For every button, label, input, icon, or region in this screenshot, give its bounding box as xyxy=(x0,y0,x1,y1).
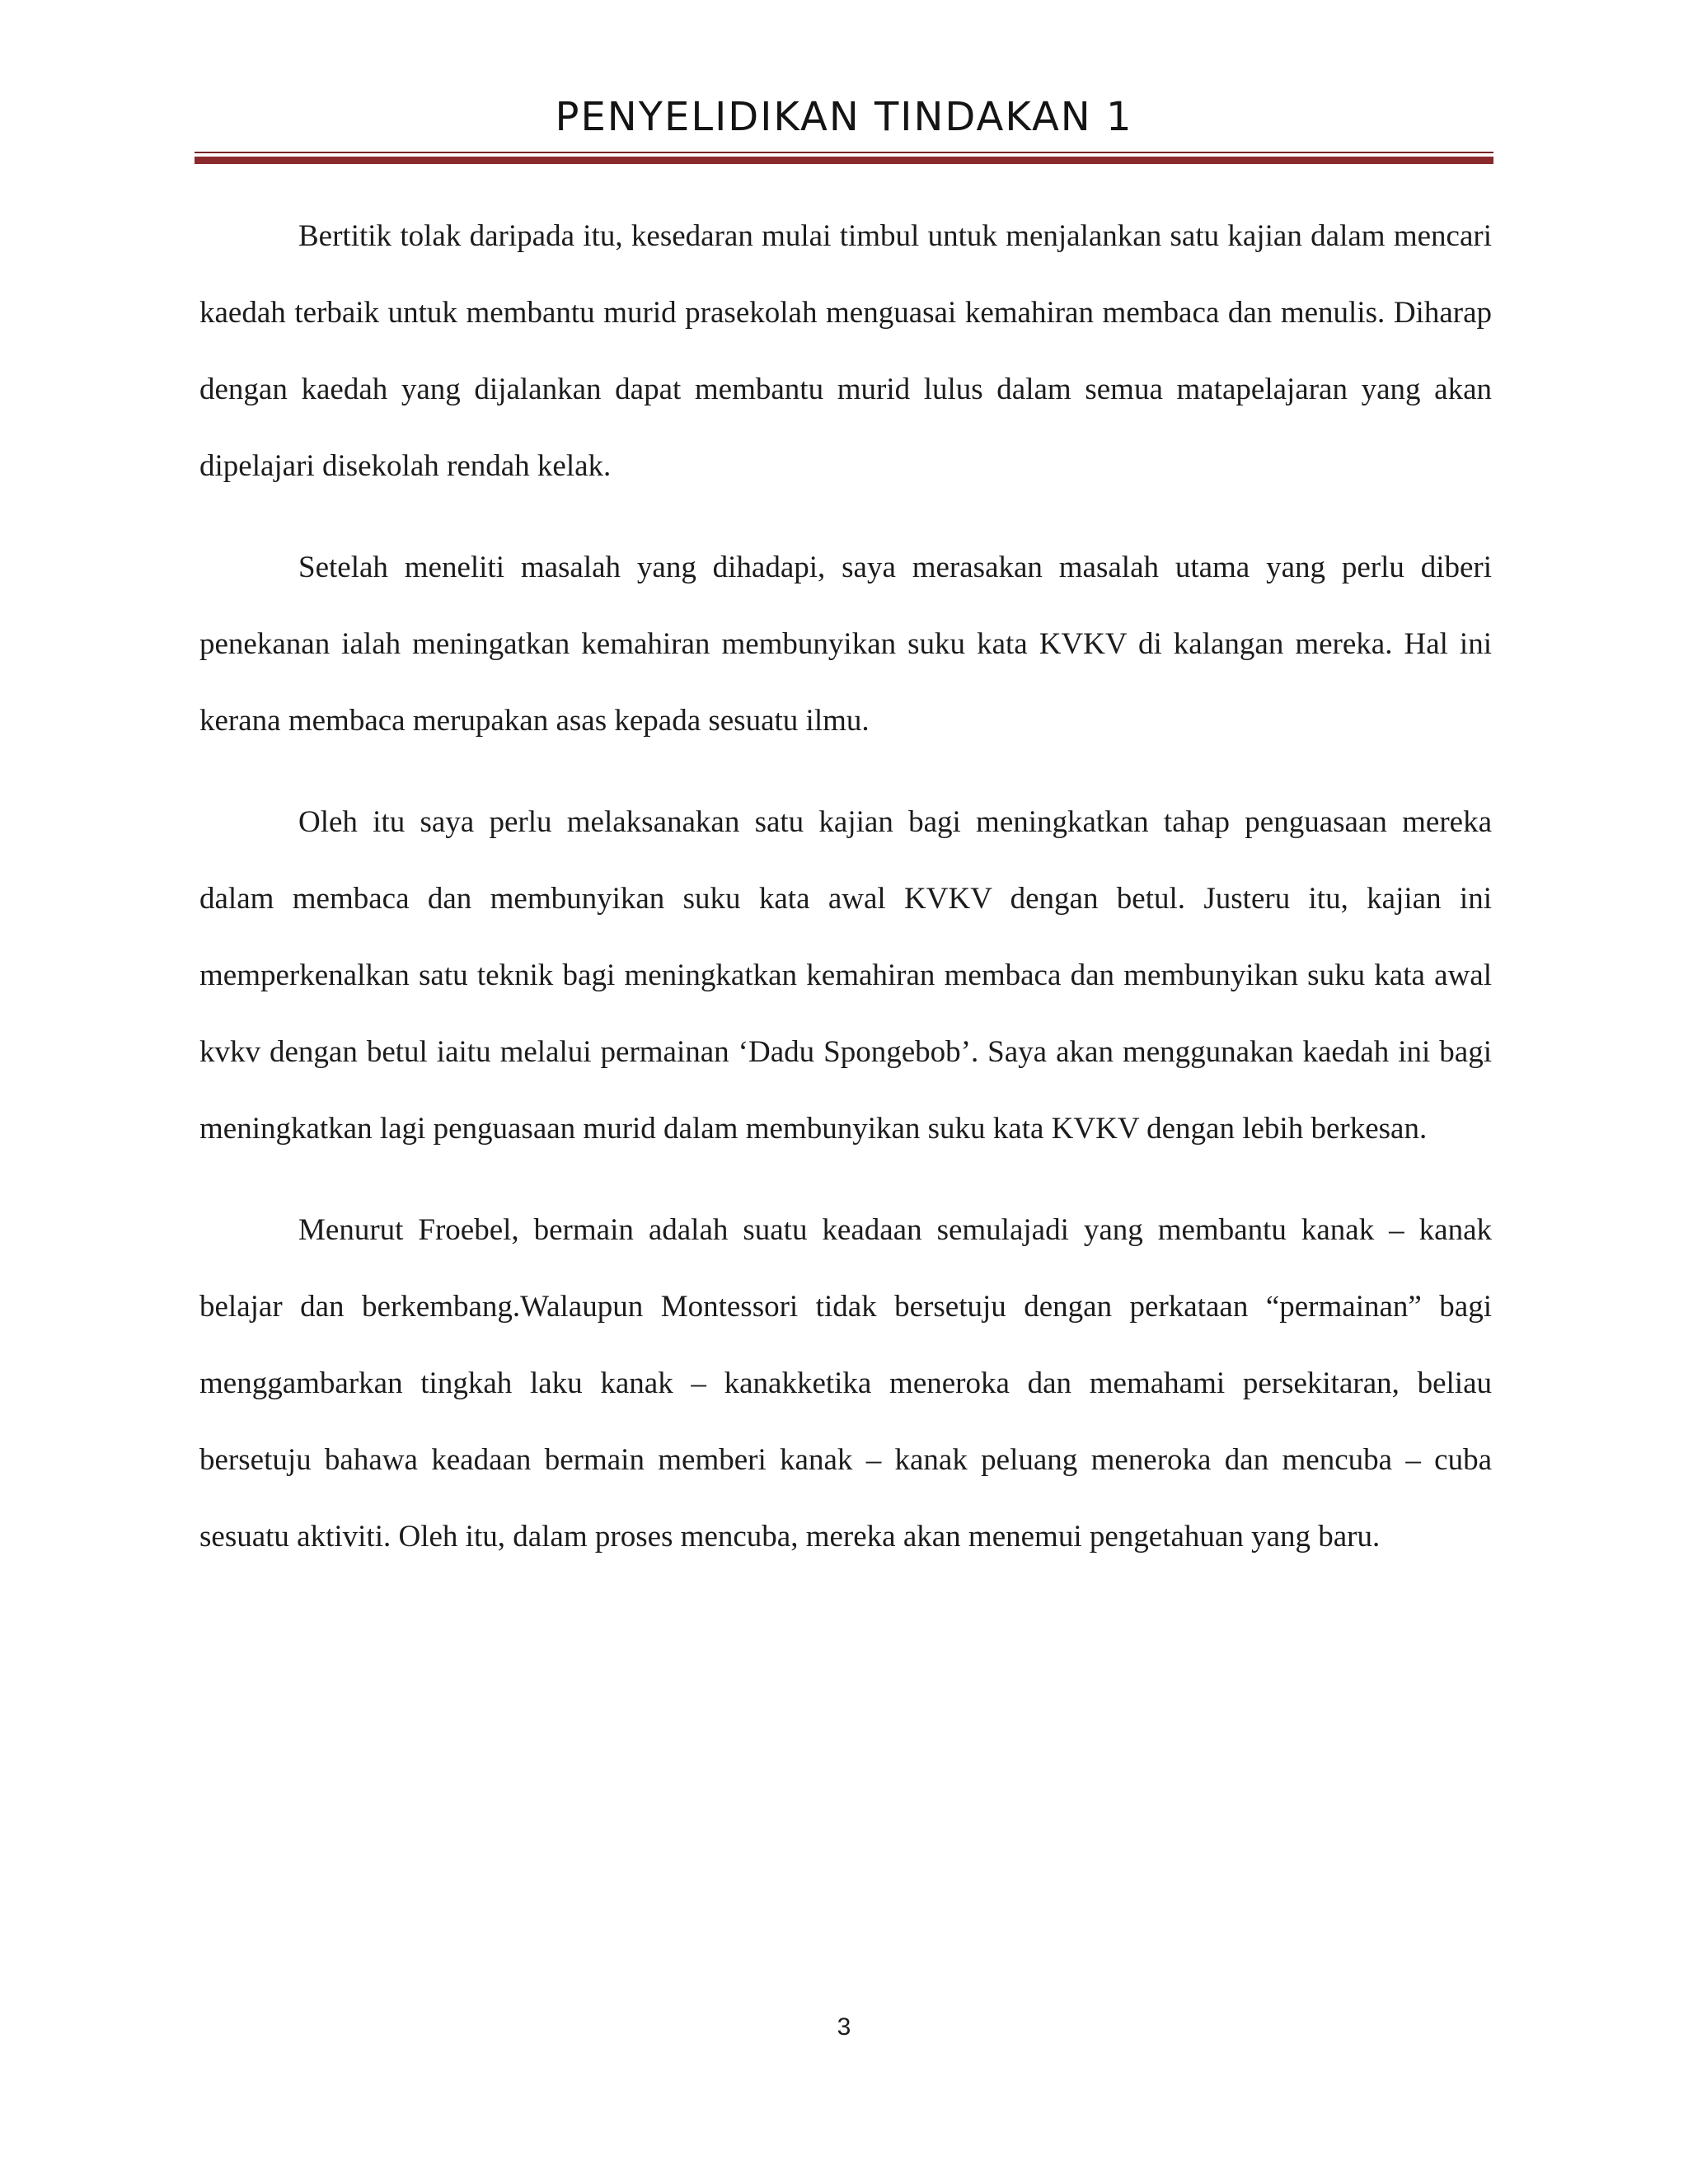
page-header-title: PENYELIDIKAN TINDAKAN 1 xyxy=(555,94,1133,140)
paragraph-1: Bertitik tolak daripada itu, kesedaran mulai timbul untuk menjalankan satu kajian dalam mencari kaedah terbaik untuk membantu murid prasekolah menguasai kemahiran membaca dan menulis. Diharap dengan kaedah yang dijalankan dapat membantu murid lulus dalam semua matapelajaran yang akan dipelajari disekolah rendah kelak. xyxy=(199,219,1492,483)
page-number: 3 xyxy=(837,2013,851,2041)
paragraph-3: Oleh itu saya perlu melaksanakan satu kajian bagi meningkatkan tahap penguasaan mereka dalam membaca dan membunyikan suku kata awal KVKV dengan betul. Justeru itu, kajian ini memperkenalkan satu teknik bagi meningkatkan kemahiran membaca dan membunyikan suku kata awal kvkv dengan betul iaitu melalui permainan ‘Dadu Spongebob’. Saya akan menggunakan kaedah ini bagi meningkatkan lagi penguasaan murid dalam membunyikan suku kata KVKV dengan lebih berkesan. xyxy=(199,805,1492,1146)
body-text xyxy=(199,198,1492,1600)
paragraph-4: Menurut Froebel, bermain adalah suatu keadaan semulajadi yang membantu kanak – kanak belajar dan berkembang.Walaupun Montessori tidak bersetuju dengan perkataan “permainan” bagi menggambarkan tingkah laku kanak – kanakketika meneroka dan memahami persekitaran, beliau bersetuju bahawa keadaan bermain memberi kanak – kanak peluang meneroka dan mencuba – cuba sesuatu aktiviti. Oleh itu, dalam proses mencuba, mereka akan menemui pengetahuan yang baru. xyxy=(199,1213,1492,1554)
header-rule-thick xyxy=(195,157,1493,164)
paragraph-2: Setelah meneliti masalah yang dihadapi, saya merasakan masalah utama yang perlu diberi penekanan ialah meningatkan kemahiran membunyikan suku kata KVKV di kalangan mereka. Hal ini kerana membaca merupakan asas kepada sesuatu ilmu. xyxy=(199,551,1492,738)
header-rule-thin xyxy=(195,152,1493,153)
